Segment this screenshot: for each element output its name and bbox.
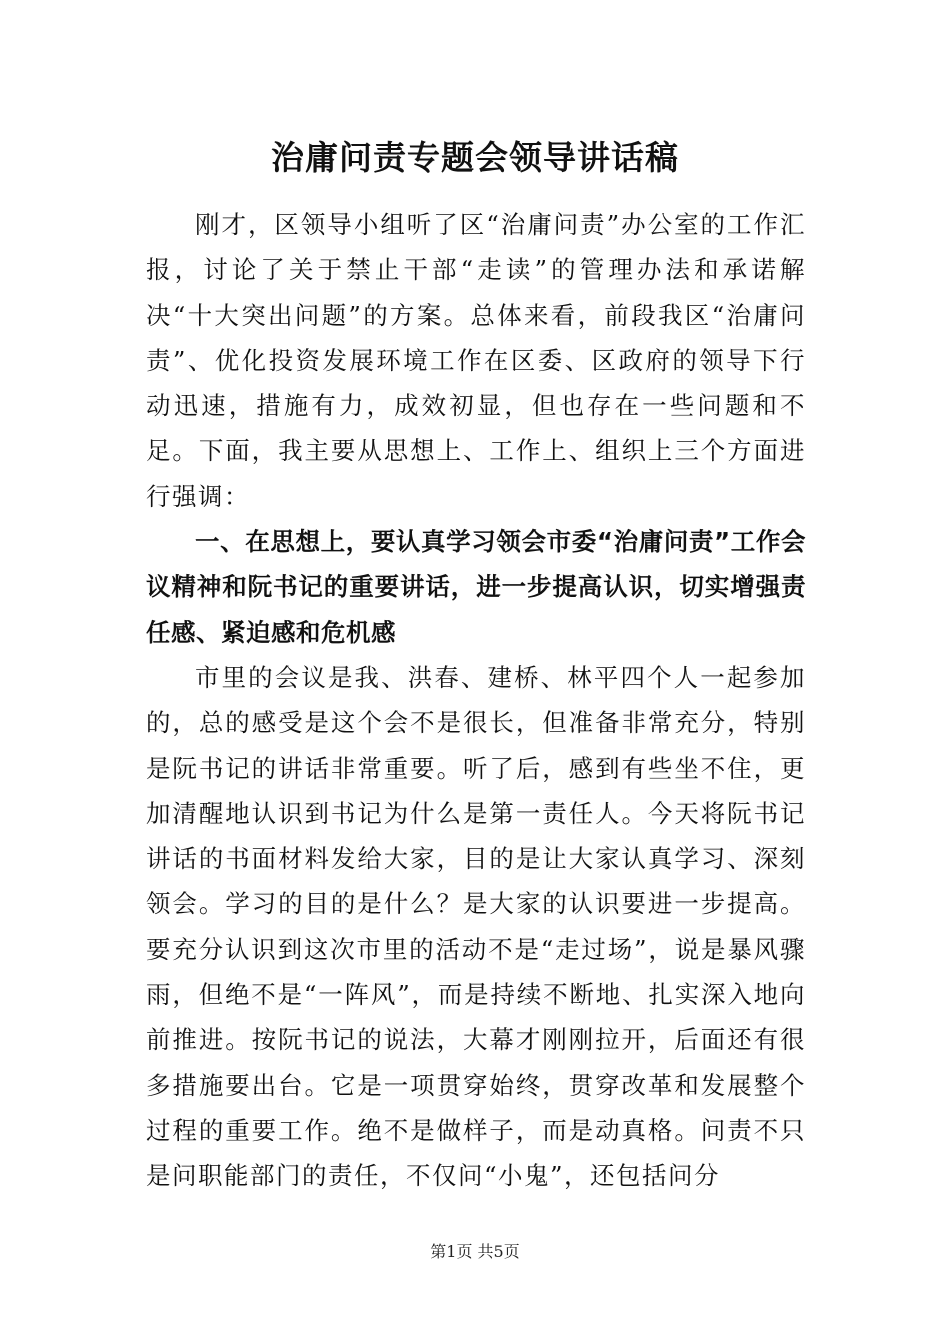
document-body: [146, 202, 806, 1199]
section-1-paragraph: 市里的会议是我、洪春、建桥、林平四个人一起参加的，总的感受是这个会不是很长，但准备非常充分，特别是阮书记的讲话非常重要。听了后，感到有些坐不住，更加清醒地认识到书记为什么是第一责任人。今天将阮书记讲话的书面材料发给大家，目的是让大家认真学习、深刻领会。学习的目的是什么？是大家的认识要进一步提高。要充分认识到这次市里的活动不是“走过场”，说是暴风骤雨，但绝不是“一阵风”，而是持续不断地、扎实深入地向前推进。按阮书记的说法，大幕才刚刚拉开，后面还有很多措施要出台。它是一项贯穿始终，贯穿改革和发展整个过程的重要工作。绝不是做样子，而是动真格。问责不只是问职能部门的责任，不仅问“小鬼”，还包括问分: [146, 662, 806, 1191]
intro-paragraph: 刚才，区领导小组听了区“治庸问责”办公室的工作汇报，讨论了关于禁止干部“走读”的管理办法和承诺解决“十大突出问题”的方案。总体来看，前段我区“治庸问责”、优化投资发展环境工作在区委、区政府的领导下行动迅速，措施有力，成效初显，但也存在一些问题和不足。下面，我主要从思想上、工作上、组织上三个方面进行强调：: [146, 210, 806, 511]
document-title: 治庸问责专题会领导讲话稿: [271, 138, 679, 177]
section-heading-1: 一、在思想上，要认真学习领会市委“治庸问责”工作会议精神和阮书记的重要讲话，进一步提高认识，切实增强责任感、紧迫感和危机感: [146, 527, 806, 647]
page-number-footer: 第1页 共5页: [430, 1242, 520, 1261]
